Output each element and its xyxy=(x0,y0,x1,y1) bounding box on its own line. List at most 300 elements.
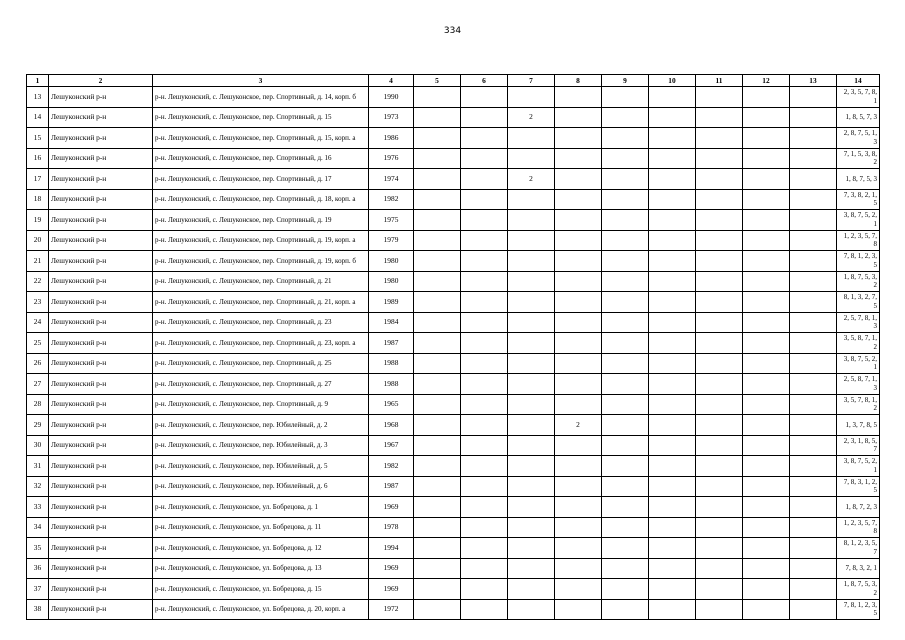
col7-cell xyxy=(508,210,555,231)
col6-cell xyxy=(461,517,508,538)
col10-cell xyxy=(649,333,696,354)
col12-cell xyxy=(743,271,790,292)
col8-cell xyxy=(555,599,602,620)
col14-cell: 3, 8, 7, 5, 2, 1 xyxy=(837,210,880,231)
table-row xyxy=(27,538,880,559)
row-number: 13 xyxy=(27,87,49,108)
col6-cell xyxy=(461,599,508,620)
col10-cell xyxy=(649,579,696,600)
col5-cell xyxy=(414,538,461,559)
table-row xyxy=(27,333,880,354)
col10-cell xyxy=(649,107,696,128)
year-cell: 1969 xyxy=(369,558,414,579)
col5-cell xyxy=(414,456,461,477)
col5-cell xyxy=(414,476,461,497)
col6-cell xyxy=(461,415,508,436)
address-cell: р-н. Лешуконский, с. Лешуконское, ул. Бобрецова, д. 15 xyxy=(153,579,369,600)
col13-cell xyxy=(790,374,837,395)
col12-cell xyxy=(743,292,790,313)
row-number: 14 xyxy=(27,107,49,128)
column-header-14: 14 xyxy=(837,75,880,87)
col8-cell xyxy=(555,558,602,579)
col11-cell xyxy=(696,497,743,518)
year-cell: 1975 xyxy=(369,210,414,231)
address-cell: р-н. Лешуконский, с. Лешуконское, пер. Спортивный, д. 25 xyxy=(153,353,369,374)
col7-cell xyxy=(508,497,555,518)
col8-cell xyxy=(555,497,602,518)
col12-cell xyxy=(743,169,790,190)
col10-cell xyxy=(649,456,696,477)
col13-cell xyxy=(790,230,837,251)
col6-cell xyxy=(461,107,508,128)
district-cell: Лешуконский р-н xyxy=(49,271,153,292)
col8-cell xyxy=(555,292,602,313)
year-cell: 1987 xyxy=(369,476,414,497)
address-cell: р-н. Лешуконский, с. Лешуконское, ул. Бобрецова, д. 11 xyxy=(153,517,369,538)
district-cell: Лешуконский р-н xyxy=(49,415,153,436)
col10-cell xyxy=(649,210,696,231)
col7-cell: 2 xyxy=(508,107,555,128)
col10-cell xyxy=(649,415,696,436)
col5-cell xyxy=(414,579,461,600)
address-cell: р-н. Лешуконский, с. Лешуконское, пер. Спортивный, д. 21 xyxy=(153,271,369,292)
row-number: 35 xyxy=(27,538,49,559)
table-row xyxy=(27,312,880,333)
col10-cell xyxy=(649,599,696,620)
column-header-3: 3 xyxy=(153,75,369,87)
district-cell: Лешуконский р-н xyxy=(49,148,153,169)
table-row xyxy=(27,394,880,415)
col9-cell xyxy=(602,517,649,538)
col5-cell xyxy=(414,148,461,169)
address-cell: р-н. Лешуконский, с. Лешуконское, пер. Спортивный, д. 19, корп. б xyxy=(153,251,369,272)
col10-cell xyxy=(649,148,696,169)
col14-cell: 3, 5, 7, 8, 1, 2 xyxy=(837,394,880,415)
col14-cell: 8, 1, 2, 3, 5, 7 xyxy=(837,538,880,559)
col12-cell xyxy=(743,374,790,395)
col9-cell xyxy=(602,333,649,354)
column-header-9: 9 xyxy=(602,75,649,87)
col13-cell xyxy=(790,87,837,108)
year-cell: 1976 xyxy=(369,148,414,169)
year-cell: 1978 xyxy=(369,517,414,538)
col13-cell xyxy=(790,415,837,436)
col13-cell xyxy=(790,148,837,169)
row-number: 25 xyxy=(27,333,49,354)
row-number: 37 xyxy=(27,579,49,600)
col7-cell xyxy=(508,374,555,395)
col14-cell: 7, 8, 3, 1, 2, 5 xyxy=(837,476,880,497)
col12-cell xyxy=(743,394,790,415)
col7-cell xyxy=(508,128,555,149)
col9-cell xyxy=(602,148,649,169)
row-number: 30 xyxy=(27,435,49,456)
col11-cell xyxy=(696,169,743,190)
col5-cell xyxy=(414,292,461,313)
district-cell: Лешуконский р-н xyxy=(49,353,153,374)
col5-cell xyxy=(414,435,461,456)
col6-cell xyxy=(461,292,508,313)
row-number: 16 xyxy=(27,148,49,169)
address-cell: р-н. Лешуконский, с. Лешуконское, пер. Спортивный, д. 17 xyxy=(153,169,369,190)
year-cell: 1986 xyxy=(369,128,414,149)
row-number: 32 xyxy=(27,476,49,497)
col14-cell: 1, 8, 7, 5, 3, 2 xyxy=(837,271,880,292)
district-cell: Лешуконский р-н xyxy=(49,558,153,579)
col6-cell xyxy=(461,312,508,333)
register-table xyxy=(26,74,880,620)
col6-cell xyxy=(461,87,508,108)
district-cell: Лешуконский р-н xyxy=(49,189,153,210)
col6-cell xyxy=(461,251,508,272)
row-number: 29 xyxy=(27,415,49,436)
table-row xyxy=(27,148,880,169)
col12-cell xyxy=(743,128,790,149)
column-header-12: 12 xyxy=(743,75,790,87)
col8-cell xyxy=(555,107,602,128)
col9-cell xyxy=(602,251,649,272)
col13-cell xyxy=(790,210,837,231)
col14-cell: 1, 8, 5, 7, 3 xyxy=(837,107,880,128)
col11-cell xyxy=(696,353,743,374)
row-number: 19 xyxy=(27,210,49,231)
year-cell: 1974 xyxy=(369,169,414,190)
row-number: 18 xyxy=(27,189,49,210)
col5-cell xyxy=(414,210,461,231)
col14-cell: 1, 2, 3, 5, 7, 8 xyxy=(837,517,880,538)
col7-cell xyxy=(508,292,555,313)
year-cell: 1988 xyxy=(369,353,414,374)
address-cell: р-н. Лешуконский, с. Лешуконское, пер. Юбилейный, д. 3 xyxy=(153,435,369,456)
col12-cell xyxy=(743,497,790,518)
col6-cell xyxy=(461,558,508,579)
col5-cell xyxy=(414,497,461,518)
col5-cell xyxy=(414,558,461,579)
col7-cell xyxy=(508,189,555,210)
col6-cell xyxy=(461,271,508,292)
col13-cell xyxy=(790,292,837,313)
col8-cell xyxy=(555,148,602,169)
col12-cell xyxy=(743,230,790,251)
col10-cell xyxy=(649,169,696,190)
col6-cell xyxy=(461,579,508,600)
year-cell: 1968 xyxy=(369,415,414,436)
col9-cell xyxy=(602,374,649,395)
address-cell: р-н. Лешуконский, с. Лешуконское, ул. Бобрецова, д. 1 xyxy=(153,497,369,518)
col11-cell xyxy=(696,87,743,108)
col5-cell xyxy=(414,394,461,415)
row-number: 26 xyxy=(27,353,49,374)
col6-cell xyxy=(461,230,508,251)
col14-cell: 3, 8, 7, 5, 2, 1 xyxy=(837,456,880,477)
col6-cell xyxy=(461,189,508,210)
col9-cell xyxy=(602,456,649,477)
col14-cell: 2, 3, 1, 8, 5, 7 xyxy=(837,435,880,456)
col9-cell xyxy=(602,558,649,579)
col8-cell xyxy=(555,538,602,559)
column-header-1: 1 xyxy=(27,75,49,87)
col13-cell xyxy=(790,128,837,149)
district-cell: Лешуконский р-н xyxy=(49,456,153,477)
district-cell: Лешуконский р-н xyxy=(49,435,153,456)
col14-cell: 2, 8, 7, 5, 1, 3 xyxy=(837,128,880,149)
col13-cell xyxy=(790,579,837,600)
col8-cell xyxy=(555,579,602,600)
col10-cell xyxy=(649,128,696,149)
col12-cell xyxy=(743,599,790,620)
col13-cell xyxy=(790,476,837,497)
col7-cell xyxy=(508,538,555,559)
address-cell: р-н. Лешуконский, с. Лешуконское, ул. Бобрецова, д. 13 xyxy=(153,558,369,579)
col9-cell xyxy=(602,271,649,292)
column-header-4: 4 xyxy=(369,75,414,87)
year-cell: 1987 xyxy=(369,333,414,354)
col8-cell xyxy=(555,476,602,497)
col10-cell xyxy=(649,394,696,415)
col11-cell xyxy=(696,558,743,579)
col13-cell xyxy=(790,251,837,272)
col8-cell xyxy=(555,353,602,374)
col9-cell xyxy=(602,538,649,559)
col5-cell xyxy=(414,415,461,436)
year-cell: 1980 xyxy=(369,251,414,272)
district-cell: Лешуконский р-н xyxy=(49,87,153,108)
col13-cell xyxy=(790,456,837,477)
col14-cell: 7, 1, 5, 3, 8, 2 xyxy=(837,148,880,169)
col13-cell xyxy=(790,107,837,128)
table-row xyxy=(27,599,880,620)
row-number: 17 xyxy=(27,169,49,190)
col10-cell xyxy=(649,517,696,538)
col7-cell xyxy=(508,517,555,538)
year-cell: 1989 xyxy=(369,292,414,313)
col10-cell xyxy=(649,292,696,313)
address-cell: р-н. Лешуконский, с. Лешуконское, пер. Спортивный, д. 16 xyxy=(153,148,369,169)
year-cell: 1980 xyxy=(369,271,414,292)
year-cell: 1973 xyxy=(369,107,414,128)
table-row xyxy=(27,579,880,600)
col9-cell xyxy=(602,312,649,333)
address-cell: р-н. Лешуконский, с. Лешуконское, пер. Спортивный, д. 19, корп. а xyxy=(153,230,369,251)
address-cell: р-н. Лешуконский, с. Лешуконское, пер. Спортивный, д. 14, корп. б xyxy=(153,87,369,108)
row-number: 36 xyxy=(27,558,49,579)
table-row xyxy=(27,353,880,374)
col6-cell xyxy=(461,456,508,477)
col5-cell xyxy=(414,128,461,149)
column-header-10: 10 xyxy=(649,75,696,87)
col7-cell xyxy=(508,312,555,333)
col6-cell xyxy=(461,128,508,149)
col9-cell xyxy=(602,394,649,415)
col5-cell xyxy=(414,374,461,395)
col6-cell xyxy=(461,169,508,190)
col12-cell xyxy=(743,476,790,497)
col13-cell xyxy=(790,271,837,292)
address-cell: р-н. Лешуконский, с. Лешуконское, пер. Юбилейный, д. 6 xyxy=(153,476,369,497)
col11-cell xyxy=(696,230,743,251)
column-header-8: 8 xyxy=(555,75,602,87)
col11-cell xyxy=(696,456,743,477)
col11-cell xyxy=(696,435,743,456)
col13-cell xyxy=(790,189,837,210)
col12-cell xyxy=(743,107,790,128)
district-cell: Лешуконский р-н xyxy=(49,292,153,313)
col14-cell: 3, 5, 8, 7, 1, 2 xyxy=(837,333,880,354)
col7-cell xyxy=(508,230,555,251)
col9-cell xyxy=(602,579,649,600)
col10-cell xyxy=(649,189,696,210)
district-cell: Лешуконский р-н xyxy=(49,128,153,149)
district-cell: Лешуконский р-н xyxy=(49,476,153,497)
col5-cell xyxy=(414,230,461,251)
district-cell: Лешуконский р-н xyxy=(49,333,153,354)
address-cell: р-н. Лешуконский, с. Лешуконское, пер. Спортивный, д. 9 xyxy=(153,394,369,415)
row-number: 15 xyxy=(27,128,49,149)
district-cell: Лешуконский р-н xyxy=(49,538,153,559)
col11-cell xyxy=(696,517,743,538)
row-number: 22 xyxy=(27,271,49,292)
address-cell: р-н. Лешуконский, с. Лешуконское, пер. Юбилейный, д. 2 xyxy=(153,415,369,436)
year-cell: 1967 xyxy=(369,435,414,456)
column-header-7: 7 xyxy=(508,75,555,87)
col8-cell: 2 xyxy=(555,415,602,436)
col10-cell xyxy=(649,558,696,579)
col8-cell xyxy=(555,271,602,292)
year-cell: 1982 xyxy=(369,456,414,477)
col11-cell xyxy=(696,374,743,395)
table-row xyxy=(27,251,880,272)
col14-cell: 3, 8, 7, 5, 2, 1 xyxy=(837,353,880,374)
col5-cell xyxy=(414,169,461,190)
col9-cell xyxy=(602,169,649,190)
year-cell: 1994 xyxy=(369,538,414,559)
col11-cell xyxy=(696,128,743,149)
col6-cell xyxy=(461,435,508,456)
col10-cell xyxy=(649,251,696,272)
row-number: 24 xyxy=(27,312,49,333)
year-cell: 1965 xyxy=(369,394,414,415)
col8-cell xyxy=(555,456,602,477)
col11-cell xyxy=(696,210,743,231)
col12-cell xyxy=(743,148,790,169)
col14-cell: 1, 8, 7, 5, 3, 2 xyxy=(837,579,880,600)
column-header-2: 2 xyxy=(49,75,153,87)
col13-cell xyxy=(790,312,837,333)
col9-cell xyxy=(602,189,649,210)
col10-cell xyxy=(649,374,696,395)
address-cell: р-н. Лешуконский, с. Лешуконское, ул. Бобрецова, д. 12 xyxy=(153,538,369,559)
year-cell: 1990 xyxy=(369,87,414,108)
address-cell: р-н. Лешуконский, с. Лешуконское, пер. Спортивный, д. 15, корп. а xyxy=(153,128,369,149)
col14-cell: 2, 5, 8, 7, 1, 3 xyxy=(837,374,880,395)
col10-cell xyxy=(649,230,696,251)
col12-cell xyxy=(743,353,790,374)
col6-cell xyxy=(461,374,508,395)
table-row xyxy=(27,210,880,231)
col9-cell xyxy=(602,128,649,149)
address-cell: р-н. Лешуконский, с. Лешуконское, ул. Бобрецова, д. 20, корп. а xyxy=(153,599,369,620)
col13-cell xyxy=(790,497,837,518)
district-cell: Лешуконский р-н xyxy=(49,210,153,231)
row-number: 20 xyxy=(27,230,49,251)
col13-cell xyxy=(790,353,837,374)
district-cell: Лешуконский р-н xyxy=(49,599,153,620)
address-cell: р-н. Лешуконский, с. Лешуконское, пер. Спортивный, д. 18, корп. а xyxy=(153,189,369,210)
address-cell: р-н. Лешуконский, с. Лешуконское, пер. Спортивный, д. 23, корп. а xyxy=(153,333,369,354)
col7-cell xyxy=(508,435,555,456)
table-body xyxy=(27,87,880,620)
district-cell: Лешуконский р-н xyxy=(49,251,153,272)
col11-cell xyxy=(696,251,743,272)
col8-cell xyxy=(555,333,602,354)
col7-cell xyxy=(508,579,555,600)
col8-cell xyxy=(555,517,602,538)
col8-cell xyxy=(555,394,602,415)
address-cell: р-н. Лешуконский, с. Лешуконское, пер. Юбилейный, д. 5 xyxy=(153,456,369,477)
col5-cell xyxy=(414,107,461,128)
col12-cell xyxy=(743,456,790,477)
table-row xyxy=(27,271,880,292)
col12-cell xyxy=(743,517,790,538)
district-cell: Лешуконский р-н xyxy=(49,517,153,538)
col5-cell xyxy=(414,353,461,374)
col11-cell xyxy=(696,538,743,559)
col9-cell xyxy=(602,292,649,313)
col6-cell xyxy=(461,394,508,415)
col11-cell xyxy=(696,107,743,128)
col8-cell xyxy=(555,230,602,251)
table-row xyxy=(27,230,880,251)
col11-cell xyxy=(696,148,743,169)
col14-cell: 1, 8, 7, 5, 3 xyxy=(837,169,880,190)
table-row xyxy=(27,169,880,190)
col11-cell xyxy=(696,599,743,620)
col7-cell xyxy=(508,599,555,620)
col14-cell: 7, 8, 1, 2, 3, 5 xyxy=(837,599,880,620)
col10-cell xyxy=(649,87,696,108)
col10-cell xyxy=(649,353,696,374)
row-number: 38 xyxy=(27,599,49,620)
year-cell: 1984 xyxy=(369,312,414,333)
col14-cell: 2, 5, 7, 8, 1, 3 xyxy=(837,312,880,333)
column-header-11: 11 xyxy=(696,75,743,87)
district-cell: Лешуконский р-н xyxy=(49,394,153,415)
col12-cell xyxy=(743,251,790,272)
col12-cell xyxy=(743,312,790,333)
col13-cell xyxy=(790,538,837,559)
year-cell: 1969 xyxy=(369,579,414,600)
col8-cell xyxy=(555,210,602,231)
column-header-6: 6 xyxy=(461,75,508,87)
address-cell: р-н. Лешуконский, с. Лешуконское, пер. Спортивный, д. 23 xyxy=(153,312,369,333)
col5-cell xyxy=(414,271,461,292)
col5-cell xyxy=(414,312,461,333)
col7-cell xyxy=(508,456,555,477)
col9-cell xyxy=(602,87,649,108)
table-row xyxy=(27,107,880,128)
row-number: 31 xyxy=(27,456,49,477)
col13-cell xyxy=(790,517,837,538)
col7-cell xyxy=(508,148,555,169)
col6-cell xyxy=(461,333,508,354)
col8-cell xyxy=(555,374,602,395)
col9-cell xyxy=(602,476,649,497)
col8-cell xyxy=(555,189,602,210)
district-cell: Лешуконский р-н xyxy=(49,107,153,128)
col11-cell xyxy=(696,394,743,415)
col13-cell xyxy=(790,333,837,354)
year-cell: 1969 xyxy=(369,497,414,518)
